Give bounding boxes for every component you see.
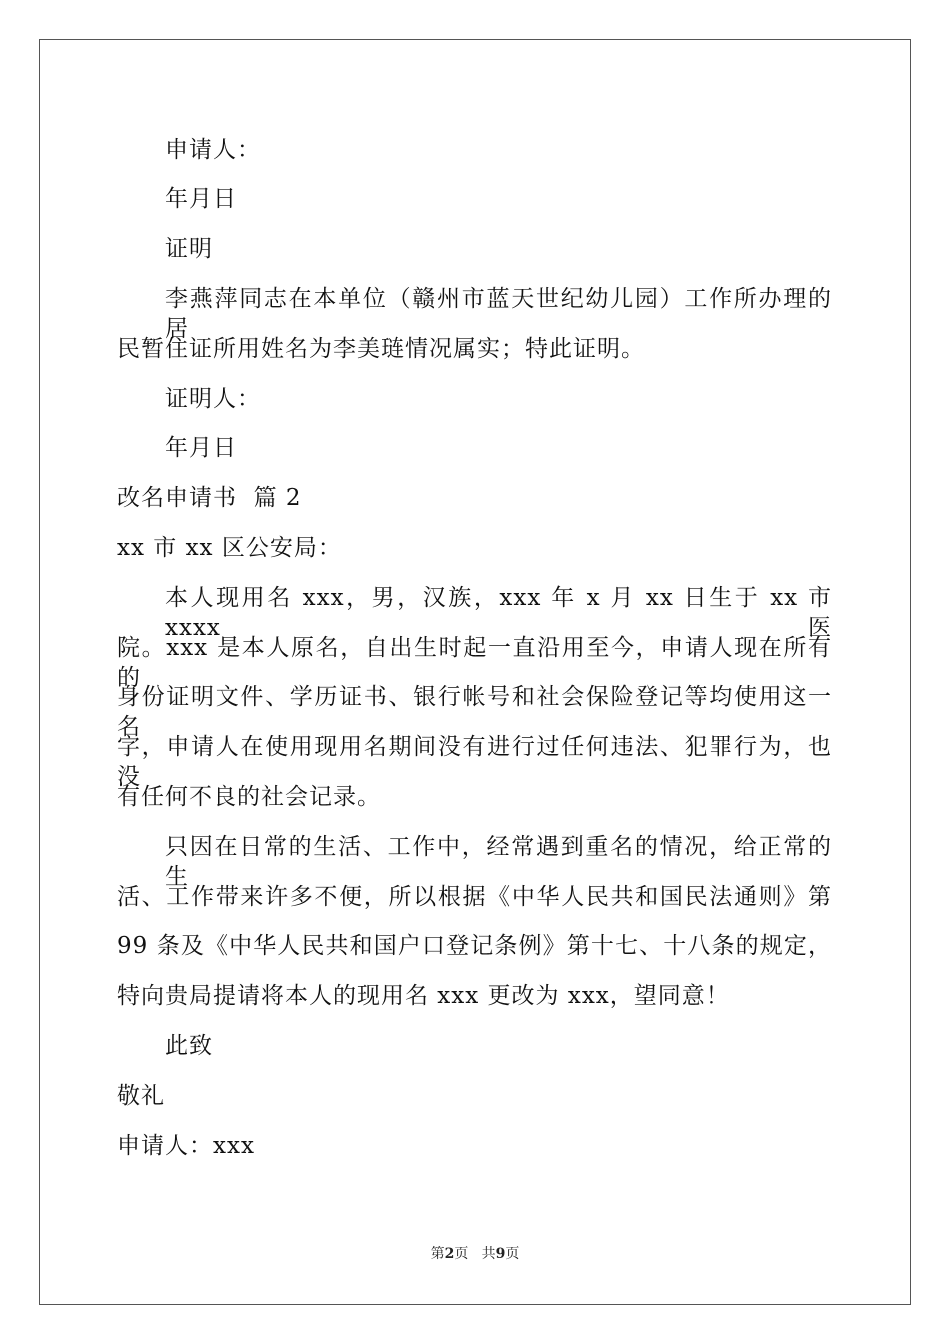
- body-paragraph-1-line-3: 身份证明文件、学历证书、银行帐号和社会保险登记等均使用这一名: [117, 684, 832, 740]
- footer-total-suffix: 页: [505, 1246, 520, 1262]
- certifier-line: 证明人：: [165, 386, 261, 412]
- body-paragraph-2-line-4: 特向贵局提请将本人的现用名 xxx 更改为 xxx，望同意！: [117, 983, 730, 1009]
- closing-salutation: 此致: [165, 1033, 213, 1059]
- certificate-body-line-2: 民暂住证所用姓名为李美琏情况属实；特此证明。: [117, 336, 645, 362]
- date-line-1: 年月日: [165, 186, 237, 212]
- footer-total-prefix: 共: [481, 1246, 496, 1262]
- body-paragraph-1-line-1: 本人现用名 xxx，男，汉族，xxx 年 x 月 xx 日生于 xx 市 xxxx 医: [165, 585, 832, 641]
- body-paragraph-1-line-4: 字，申请人在使用现用名期间没有进行过任何违法、犯罪行为，也没: [117, 734, 832, 790]
- signature-line: 申请人：xxx: [117, 1133, 255, 1159]
- closing-respect: 敬礼: [117, 1083, 165, 1109]
- footer-page-prefix: 第: [430, 1246, 445, 1262]
- certificate-heading: 证明: [165, 236, 213, 262]
- body-paragraph-1-line-5: 有任何不良的社会记录。: [117, 784, 381, 810]
- page-footer: [0, 1245, 950, 1263]
- date-line-2: 年月日: [165, 435, 237, 461]
- body-paragraph-2-line-1: 只因在日常的生活、工作中，经常遇到重名的情况，给正常的生: [165, 834, 832, 890]
- addressee-line: xx 市 xx 区公安局：: [117, 535, 342, 561]
- body-paragraph-1-line-2: 院。xxx 是本人原名，自出生时起一直沿用至今，申请人现在所有的: [117, 635, 832, 691]
- footer-page-suffix: 页: [454, 1246, 469, 1262]
- section-title: 改名申请书 篇 2: [117, 485, 302, 511]
- applicant-line-1: 申请人：: [165, 137, 261, 163]
- footer-page-number: 2: [444, 1246, 455, 1262]
- body-paragraph-2-line-2: 活、工作带来许多不便，所以根据《中华人民共和国民法通则》第: [117, 884, 832, 910]
- body-paragraph-2-line-3: 99 条及《中华人民共和国户口登记条例》第十七、十八条的规定，: [117, 933, 832, 959]
- certificate-body-line-1: 李燕萍同志在本单位（赣州市蓝天世纪幼儿园）工作所办理的居: [165, 286, 832, 342]
- footer-total-pages: 9: [495, 1246, 506, 1262]
